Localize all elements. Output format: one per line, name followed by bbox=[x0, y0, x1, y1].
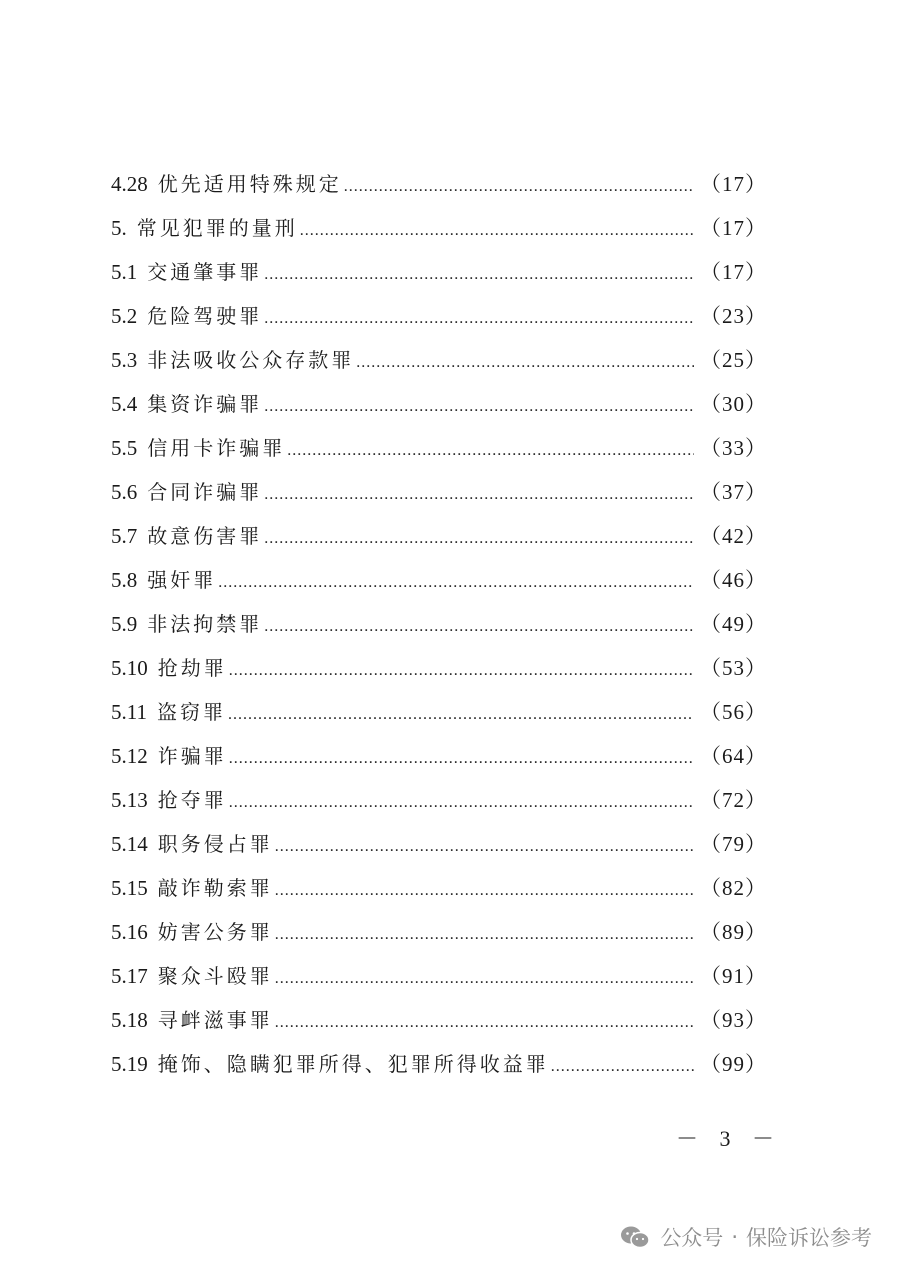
toc-entry-number: 5.7 bbox=[111, 524, 138, 548]
table-of-contents bbox=[111, 162, 767, 1086]
toc-entry[interactable] bbox=[111, 778, 767, 822]
toc-entry-title: 盗窃罪 bbox=[156, 700, 226, 724]
toc-entry-title: 妨害公务罪 bbox=[157, 920, 273, 944]
toc-entry-title: 强奸罪 bbox=[147, 568, 217, 592]
toc-entry-page: （56） bbox=[700, 700, 767, 724]
toc-entry-page: （91） bbox=[700, 964, 767, 988]
toc-leader-dots bbox=[287, 429, 694, 473]
toc-entry-page: （23） bbox=[700, 304, 767, 328]
toc-leader-dots bbox=[264, 605, 694, 649]
toc-entry[interactable] bbox=[111, 646, 767, 690]
toc-leader-dots bbox=[275, 825, 694, 869]
toc-entry[interactable] bbox=[111, 470, 767, 514]
toc-entry-page: （25） bbox=[700, 348, 767, 372]
toc-entry[interactable] bbox=[111, 954, 767, 998]
toc-entry-number: 5.13 bbox=[111, 788, 148, 812]
toc-entry-title: 抢劫罪 bbox=[157, 656, 227, 680]
toc-entry[interactable] bbox=[111, 822, 767, 866]
toc-entry-number: 4.28 bbox=[111, 172, 148, 196]
toc-entry-page: （82） bbox=[700, 876, 767, 900]
toc-entry-title: 聚众斗殴罪 bbox=[157, 964, 273, 988]
toc-entry-title: 职务侵占罪 bbox=[157, 832, 273, 856]
toc-entry-number: 5.14 bbox=[111, 832, 148, 856]
toc-entry-page: （93） bbox=[700, 1008, 767, 1032]
toc-entry-title: 掩饰、隐瞒犯罪所得、犯罪所得收益罪 bbox=[157, 1052, 549, 1076]
toc-entry-page: （72） bbox=[700, 788, 767, 812]
toc-entry-title: 交通肇事罪 bbox=[147, 260, 263, 284]
toc-entry[interactable] bbox=[111, 866, 767, 910]
toc-entry-page: （42） bbox=[700, 524, 767, 548]
watermark-separator: · bbox=[731, 1225, 738, 1249]
toc-entry-title: 敲诈勒索罪 bbox=[157, 876, 273, 900]
toc-entry-title: 非法吸收公众存款罪 bbox=[147, 348, 355, 372]
toc-entry-title: 集资诈骗罪 bbox=[147, 392, 263, 416]
toc-entry[interactable] bbox=[111, 514, 767, 558]
toc-entry-page: （37） bbox=[700, 480, 767, 504]
toc-entry[interactable] bbox=[111, 558, 767, 602]
toc-entry-number: 5.3 bbox=[111, 348, 138, 372]
toc-entry-page: （49） bbox=[700, 612, 767, 636]
toc-entry[interactable] bbox=[111, 910, 767, 954]
toc-entry-number: 5.12 bbox=[111, 744, 148, 768]
toc-entry-title: 故意伤害罪 bbox=[147, 524, 263, 548]
toc-entry-number: 5.1 bbox=[111, 260, 138, 284]
toc-leader-dots bbox=[264, 517, 694, 561]
toc-entry-number: 5.4 bbox=[111, 392, 138, 416]
toc-leader-dots bbox=[228, 693, 694, 737]
toc-entry-page: （33） bbox=[700, 436, 767, 460]
toc-entry-page: （53） bbox=[700, 656, 767, 680]
toc-leader-dots bbox=[229, 737, 694, 781]
toc-entry[interactable] bbox=[111, 998, 767, 1042]
toc-entry-number: 5.6 bbox=[111, 480, 138, 504]
wechat-icon bbox=[620, 1225, 650, 1249]
toc-entry-title: 常见犯罪的量刑 bbox=[136, 216, 298, 240]
toc-entry[interactable] bbox=[111, 250, 767, 294]
toc-entry-page: （64） bbox=[700, 744, 767, 768]
toc-entry-page: （46） bbox=[700, 568, 767, 592]
toc-entry-number: 5.8 bbox=[111, 568, 138, 592]
toc-leader-dots bbox=[275, 1001, 694, 1045]
toc-entry-number: 5.9 bbox=[111, 612, 138, 636]
toc-entry[interactable] bbox=[111, 602, 767, 646]
watermark-label: 公众号 bbox=[660, 1226, 724, 1250]
toc-leader-dots bbox=[229, 781, 694, 825]
toc-entry-page: （79） bbox=[700, 832, 767, 856]
toc-entry-title: 寻衅滋事罪 bbox=[157, 1008, 273, 1032]
toc-leader-dots bbox=[264, 253, 694, 297]
toc-leader-dots bbox=[264, 297, 694, 341]
toc-entry-title: 抢夺罪 bbox=[157, 788, 227, 812]
toc-entry-number: 5.5 bbox=[111, 436, 138, 460]
toc-entry-number: 5.15 bbox=[111, 876, 148, 900]
toc-entry-number: 5.19 bbox=[111, 1052, 148, 1076]
toc-entry-title: 信用卡诈骗罪 bbox=[147, 436, 286, 460]
toc-entry-number: 5.10 bbox=[111, 656, 148, 680]
toc-entry-title: 诈骗罪 bbox=[157, 744, 227, 768]
toc-entry-page: （17） bbox=[700, 172, 767, 196]
toc-entry-title: 合同诈骗罪 bbox=[147, 480, 263, 504]
toc-entry[interactable] bbox=[111, 382, 767, 426]
toc-leader-dots bbox=[551, 1045, 694, 1089]
toc-entry-page: （89） bbox=[700, 920, 767, 944]
toc-entry[interactable] bbox=[111, 734, 767, 778]
toc-entry-number: 5. bbox=[111, 216, 127, 240]
toc-leader-dots bbox=[218, 561, 694, 605]
toc-leader-dots bbox=[356, 341, 694, 385]
wechat-watermark bbox=[620, 1222, 872, 1252]
toc-entry-title: 优先适用特殊规定 bbox=[157, 172, 342, 196]
toc-entry-number: 5.18 bbox=[111, 1008, 148, 1032]
toc-leader-dots bbox=[264, 473, 694, 517]
toc-leader-dots bbox=[275, 913, 694, 957]
toc-entry[interactable] bbox=[111, 1042, 767, 1086]
toc-entry-number: 5.11 bbox=[111, 700, 147, 724]
toc-entry-number: 5.2 bbox=[111, 304, 138, 328]
toc-entry-page: （17） bbox=[700, 216, 767, 240]
toc-leader-dots bbox=[264, 385, 694, 429]
toc-entry-title: 危险驾驶罪 bbox=[147, 304, 263, 328]
toc-entry[interactable] bbox=[111, 690, 767, 734]
toc-leader-dots bbox=[300, 209, 694, 253]
toc-entry[interactable] bbox=[111, 162, 767, 206]
toc-leader-dots bbox=[229, 649, 694, 693]
toc-leader-dots bbox=[275, 869, 694, 913]
toc-entry[interactable] bbox=[111, 206, 767, 250]
toc-entry-page: （99） bbox=[700, 1052, 767, 1076]
toc-entry-number: 5.16 bbox=[111, 920, 148, 944]
toc-entry-page: （17） bbox=[700, 260, 767, 284]
toc-entry[interactable] bbox=[111, 294, 767, 338]
page-number: － 3 － bbox=[676, 1126, 783, 1151]
toc-entry[interactable] bbox=[111, 338, 767, 382]
toc-leader-dots bbox=[275, 957, 694, 1001]
toc-leader-dots bbox=[344, 165, 694, 209]
toc-entry-title: 非法拘禁罪 bbox=[147, 612, 263, 636]
toc-entry-page: （30） bbox=[700, 392, 767, 416]
toc-entry-number: 5.17 bbox=[111, 964, 148, 988]
watermark-account: 保险诉讼参考 bbox=[746, 1226, 872, 1250]
toc-entry[interactable] bbox=[111, 426, 767, 470]
